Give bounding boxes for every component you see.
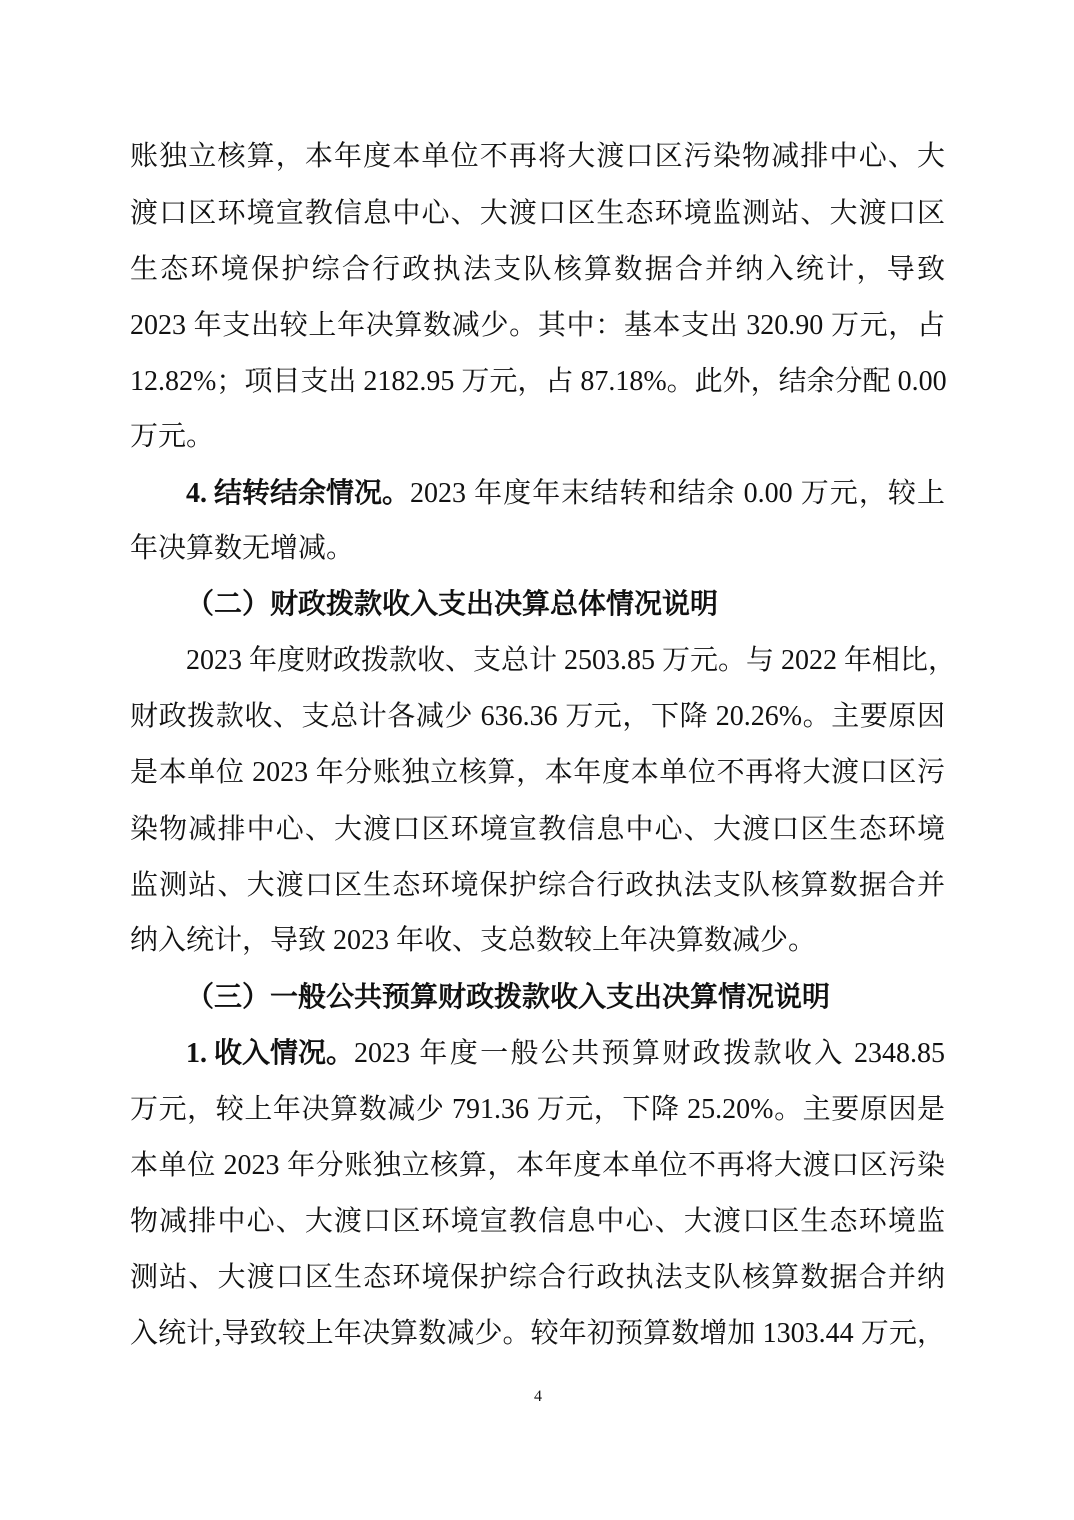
- text-line: 是本单位 2023 年分账独立核算，本年度本单位不再将大渡口区污: [130, 757, 945, 788]
- text-line: 万元。: [130, 421, 215, 452]
- text-line: 财政拨款收、支总计各减少 636.36 万元，下降 20.26%。主要原因: [130, 701, 945, 732]
- income-line: [186, 1036, 945, 1072]
- text-line: 测站、大渡口区生态环境保护综合行政执法支队核算数据合并纳: [130, 1262, 945, 1293]
- text-line: 监测站、大渡口区生态环境保护综合行政执法支队核算数据合并: [130, 870, 945, 901]
- text-line: 入统计,导致较上年决算数减少。较年初预算数增加 1303.44 万元，: [130, 1318, 945, 1349]
- text-line: 染物减排中心、大渡口区环境宣教信息中心、大渡口区生态环境: [130, 814, 945, 845]
- section-4-heading: 4. 结转结余情况。: [186, 478, 411, 509]
- text-line: 年决算数无增减。: [130, 533, 355, 564]
- text-line: 本单位 2023 年分账独立核算，本年度本单位不再将大渡口区污染: [130, 1150, 945, 1181]
- text-line: 纳入统计，导致 2023 年收、支总数较上年决算数减少。: [130, 925, 817, 956]
- text-line: 2023 年度年末结转和结余 0.00 万元，较上: [410, 478, 945, 509]
- section-heading-3: （三）一般公共预算财政拨款收入支出决算情况说明: [186, 982, 831, 1013]
- text-line: 生态环境保护综合行政执法支队核算数据合并纳入统计，导致: [130, 254, 945, 285]
- text-line: 万元，较上年决算数减少 791.36 万元，下降 25.20%。主要原因是: [130, 1094, 945, 1125]
- section-4-line: [186, 476, 945, 512]
- text-line: 渡口区环境宣教信息中心、大渡口区生态环境监测站、大渡口区: [130, 198, 945, 229]
- text-line: 2023 年支出较上年决算数减少。其中：基本支出 320.90 万元，占: [130, 310, 945, 341]
- income-heading: 1. 收入情况。: [186, 1038, 355, 1069]
- section-heading-2: （二）财政拨款收入支出决算总体情况说明: [186, 589, 719, 620]
- text-line: 物减排中心、大渡口区环境宣教信息中心、大渡口区生态环境监: [130, 1206, 945, 1237]
- text-line: 2023 年度财政拨款收、支总计 2503.85 万元。与 2022 年相比，: [186, 645, 957, 676]
- page-number: 4: [534, 1388, 542, 1405]
- text-line: 12.82%；项目支出 2182.95 万元，占 87.18%。此外，结余分配 0.00: [130, 366, 947, 397]
- text-line: 账独立核算，本年度本单位不再将大渡口区污染物减排中心、大: [130, 141, 945, 172]
- text-line: 2023 年度一般公共预算财政拨款收入 2348.85: [354, 1038, 945, 1069]
